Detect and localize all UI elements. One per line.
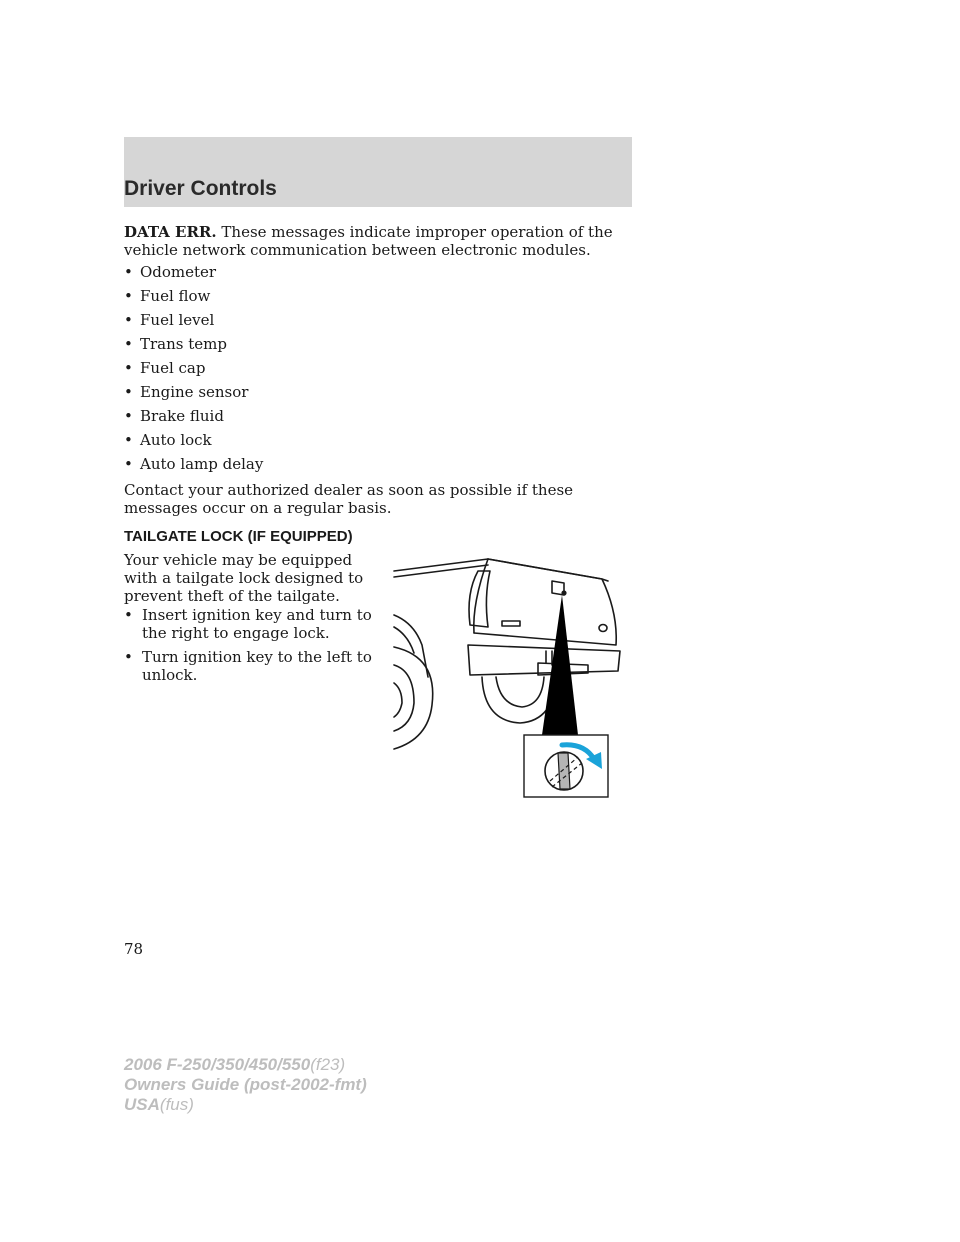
data-err-description: These messages indicate improper operation of the vehicle network communication between electronic modules. (124, 223, 613, 259)
list-item: • Auto lamp delay (124, 455, 264, 473)
list-item: • Fuel flow (124, 287, 211, 305)
list-item: • Odometer (124, 263, 217, 281)
message-list (124, 262, 263, 478)
contact-dealer-paragraph: Contact your authorized dealer as soon as possible if these messages occur on a regular basis. (124, 481, 574, 517)
section-title: Driver Controls (124, 177, 277, 200)
key-cylinder-icon (545, 752, 583, 790)
page-number: 78 (124, 940, 144, 958)
list-item: • Insert ignition key and turn to the right to engage lock. (124, 606, 372, 642)
tailgate-lock-paragraph: Your vehicle may be equipped with a tailgate lock designed to prevent theft of the tailgate. (124, 551, 364, 605)
data-err-term: DATA ERR. (124, 223, 217, 241)
tailgate-steps-list (124, 606, 394, 690)
tailgate-lock-heading: TAILGATE LOCK (IF EQUIPPED) (124, 528, 353, 545)
document-footer: 2006 F-250/350/450/550(f23) Owners Guide (post-2002-fmt) USA(fus) (124, 1055, 367, 1114)
truck-tailgate-illustration (392, 553, 632, 803)
list-item: • Brake fluid (124, 407, 224, 425)
tailgate-lock-figure (392, 553, 632, 803)
list-item: • Auto lock (124, 431, 212, 449)
section-header-band (124, 137, 632, 207)
list-item: • Trans temp (124, 335, 227, 353)
list-item: • Fuel level (124, 311, 215, 329)
list-item: • Engine sensor (124, 383, 249, 401)
list-item: • Turn ignition key to the left to unlock. (124, 648, 372, 684)
data-err-paragraph (124, 223, 634, 259)
list-item: • Fuel cap (124, 359, 206, 377)
